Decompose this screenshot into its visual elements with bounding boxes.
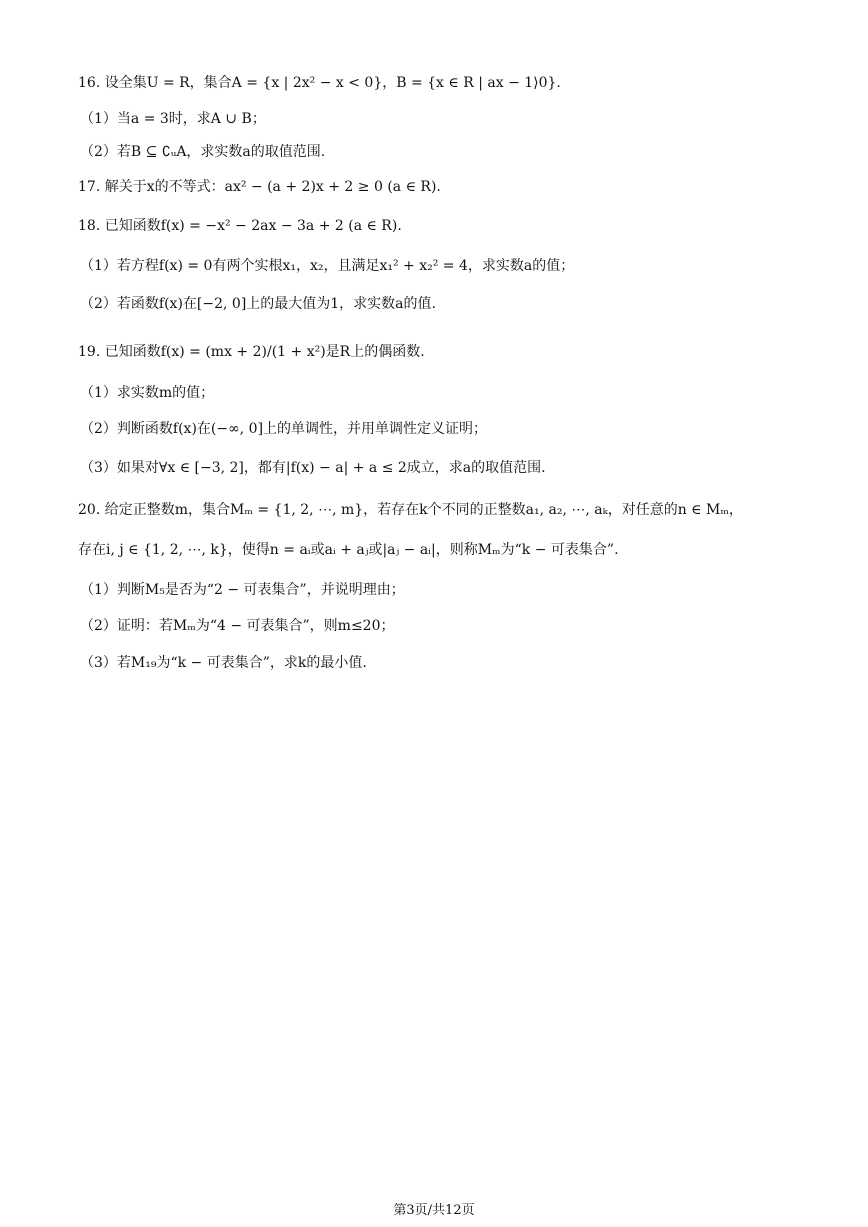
problem-16-part-2: （2）若B ⊆ ∁ᵤA，求实数a的取值范围. bbox=[80, 144, 326, 160]
problem-16-part-1: （1）当a = 3时，求A ∪ B； bbox=[80, 111, 266, 127]
problem-19-part-1: （1）求实数m的值； bbox=[80, 385, 215, 401]
problem-19-part-3: （3）如果对∀x ∈ [−3, 2]，都有|f(x) − a| + a ≤ 2成立，求a的取值范围. bbox=[80, 460, 546, 476]
problem-20-statement: 20. 给定正整数m，集合Mₘ = {1, 2, ⋯, m}，若存在k个不同的正整数a₁, a₂, ⋯, aₖ，对任意的n ∈ Mₘ， bbox=[78, 502, 743, 518]
problem-20-statement-cont: 存在i, j ∈ {1, 2, ⋯, k}，使得n = aᵢ或aᵢ + aⱼ或|aⱼ − aᵢ|，则称Mₘ为“k − 可表集合”. bbox=[78, 542, 619, 558]
problem-16-statement: 16. 设全集U = R，集合A = {x | 2x² − x < 0}，B = {x ∈ R | ax − 1⟩0}. bbox=[78, 75, 561, 91]
problem-20-part-3: （3）若M₁₉为“k − 可表集合”，求k的最小值. bbox=[80, 655, 367, 671]
problem-18-part-2: （2）若函数f(x)在[−2, 0]上的最大值为1，求实数a的值. bbox=[80, 296, 436, 312]
problem-18-part-1: （1）若方程f(x) = 0有两个实根x₁，x₂，且满足x₁² + x₂² = 4，求实数a的值； bbox=[80, 258, 575, 274]
problem-19-part-2: （2）判断函数f(x)在(−∞, 0]上的单调性，并用单调性定义证明； bbox=[80, 421, 488, 437]
problem-19-statement: 19. 已知函数f(x) = (mx + 2)/(1 + x²)是R上的偶函数. bbox=[78, 344, 425, 360]
problem-20-part-1: （1）判断M₅是否为“2 − 可表集合”，并说明理由； bbox=[80, 582, 405, 598]
problem-18-statement: 18. 已知函数f(x) = −x² − 2ax − 3a + 2 (a ∈ R). bbox=[78, 218, 402, 234]
page-number: 第3页/共12页 bbox=[393, 1203, 475, 1218]
problem-17-statement: 17. 解关于x的不等式：ax² − (a + 2)x + 2 ≥ 0 (a ∈ R). bbox=[78, 179, 441, 195]
problem-20-part-2: （2）证明：若Mₘ为“4 − 可表集合”，则m≤20； bbox=[80, 618, 395, 634]
